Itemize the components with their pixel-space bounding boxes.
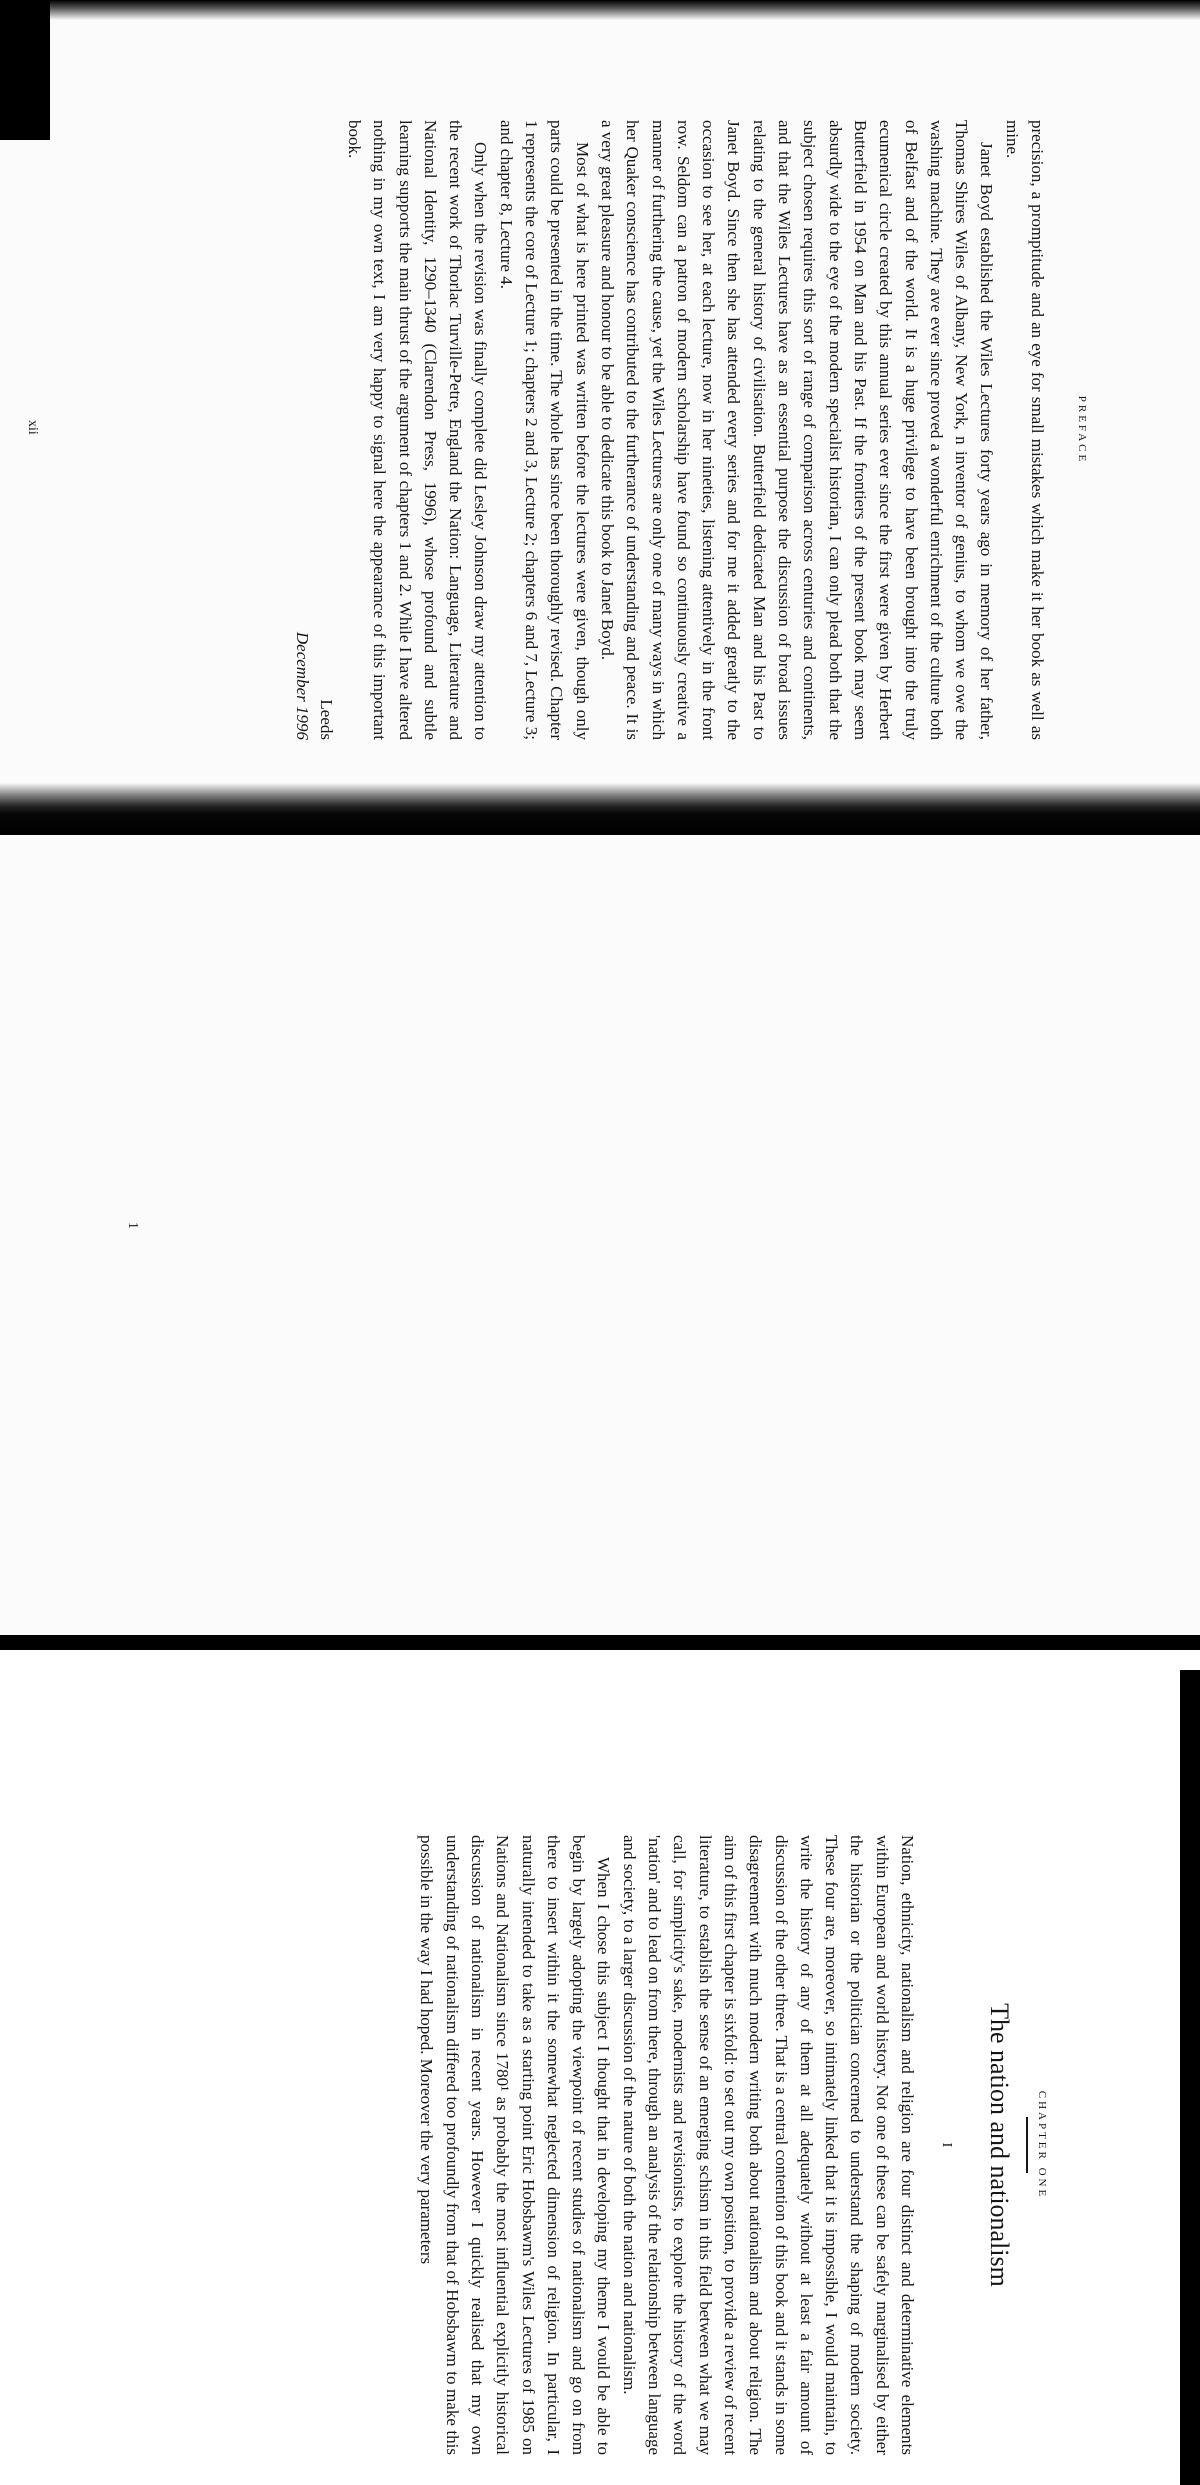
scan-shadow-corner — [0, 0, 50, 140]
preface-paragraph-4: Only when the revision was finally complete did Lesley Johnson draw my attention to the recent work of Thorlac Turville-Petre, England the Nation: Language, Literature and National Identity, 1290–1340 (Clarendon Press, 1996), whose profound and subtle learning supports the main thrust of the argument of chapters 1 and 2. While I have altered nothing in my own text, I am very happy to signal here the appearance of this important book. — [344, 120, 491, 740]
chapter-text-block — [414, 1835, 1048, 2455]
preface-page — [0, 0, 1200, 825]
scan-shadow-top — [0, 0, 1200, 20]
signoff-date: December 1996 — [292, 631, 312, 740]
signoff-place: Leeds — [316, 699, 336, 740]
chapter-label: CHAPTER ONE — [1036, 2090, 1048, 2200]
scan-shadow-right — [1180, 1670, 1200, 2485]
chapter-page — [0, 835, 1200, 2455]
chapter-paragraph-2: When I chose this subject I thought that in developing my theme I would be able to begin by largely adopting the viewpoint of recent studies of nationalism and go on from there to insert within it the somewhat neglected dimension of religion. In particular, I naturally intended to take as a starting point Eric Hobsbawm's Wiles Lectures of 1985 on Nations and Nationalism since 1780¹ as probably the most influential explicitly historical discussion of nationalism in recent years. However I quickly realised that my own understanding of nationalism differed too profoundly from that of Hobsbawm to make this possible in the way I had hoped. Moreover the very parameters — [417, 1835, 614, 2455]
scan-shadow-bottom — [0, 1635, 1200, 1650]
book-gutter — [0, 783, 1200, 835]
chapter-paragraph-1: Nation, ethnicity, nationalism and religion are four distinct and determinative elements within European and world history. Not one of these can be safely marginalised by either the historian or the politician concerned to understand the shaping of modern society. These four are, moreover, so intimately linked that it is impossible, I would maintain, to write the history of any of them at all adequately without at least a fair amount of discussion of the other three. That is a central contention of this book and it stands in some disagreement with much modern writing both about nationalism and about religion. The aim of this first chapter is sixfold: to set out my own position, to provide a review of recent literature, to establish the sense of an emerging schism in this field between what we may call, for simplicity's sake, modernists and revisionists, to explore the history of the word 'nation' and to lead on from there, through an analysis of the relationship between language and society, to a larger discussion of the nature of both the nation and nationalism. — [619, 1835, 917, 2455]
chapter-title: The nation and nationalism — [985, 2003, 1014, 2287]
preface-paragraph-2: Janet Boyd established the Wiles Lectures forty years ago in memory of her father, Thomas Shires Wiles of Albany, New York, n inventor of genius, to whom we owe the washing machine. They ave ever since proved a wonderful enrichment of the culture both of Belfast and of the world. It is a huge privilege to have been brought into the truly ecumenical circle created by this annual series ever since the first were given by Herbert Butterfield in 1954 on Man and his Past. If the frontiers of the present book may seem absurdly wide to the eye of the modern specialist historian, I can only plead both that the subject chosen requires this sort of range of comparison across centuries and continents, and that the Wiles Lectures have as an essential purpose the discussion of broad issues relating to the general history of civilisation. Butterfield dedicated Man and his Past to Janet Boyd. Since then she has attended every series and for me it added greatly to the occasion to see her, at each lecture, now in her nineties, listening attentively in the front row. Seldom can a patron of modern scholarship have found so continuously creative a manner of furthering the cause, yet the Wiles Lectures are only one of many ways in which her Quaker conscience has contributed to the furtherance of understanding and peace. It is a very great pleasure and honour to be able to dedicate this book to Janet Boyd. — [597, 120, 997, 740]
page-number-chapter: 1 — [125, 1222, 140, 1229]
preface-paragraph-3: Most of what is here printed was written before the lectures were given, though only parts could be presented in the time. The whole has since been thoroughly revised. Chapter 1 represents the core of Lecture 1; chapters 2 and 3, Lecture 2; chapters 6 and 7, Lecture 3; and chapter 8, Lecture 4. — [496, 120, 592, 740]
preface-paragraph-1: precision, a promptitude and an eye for small mistakes which make it her book as well as mine. — [1002, 120, 1047, 740]
chapter-rule — [1026, 2117, 1028, 2173]
running-head: PREFACE — [1076, 395, 1088, 465]
section-number: I — [939, 2142, 954, 2148]
preface-signoff — [290, 120, 338, 740]
preface-text-block — [290, 120, 1088, 740]
page-number-preface: xii — [25, 420, 40, 435]
